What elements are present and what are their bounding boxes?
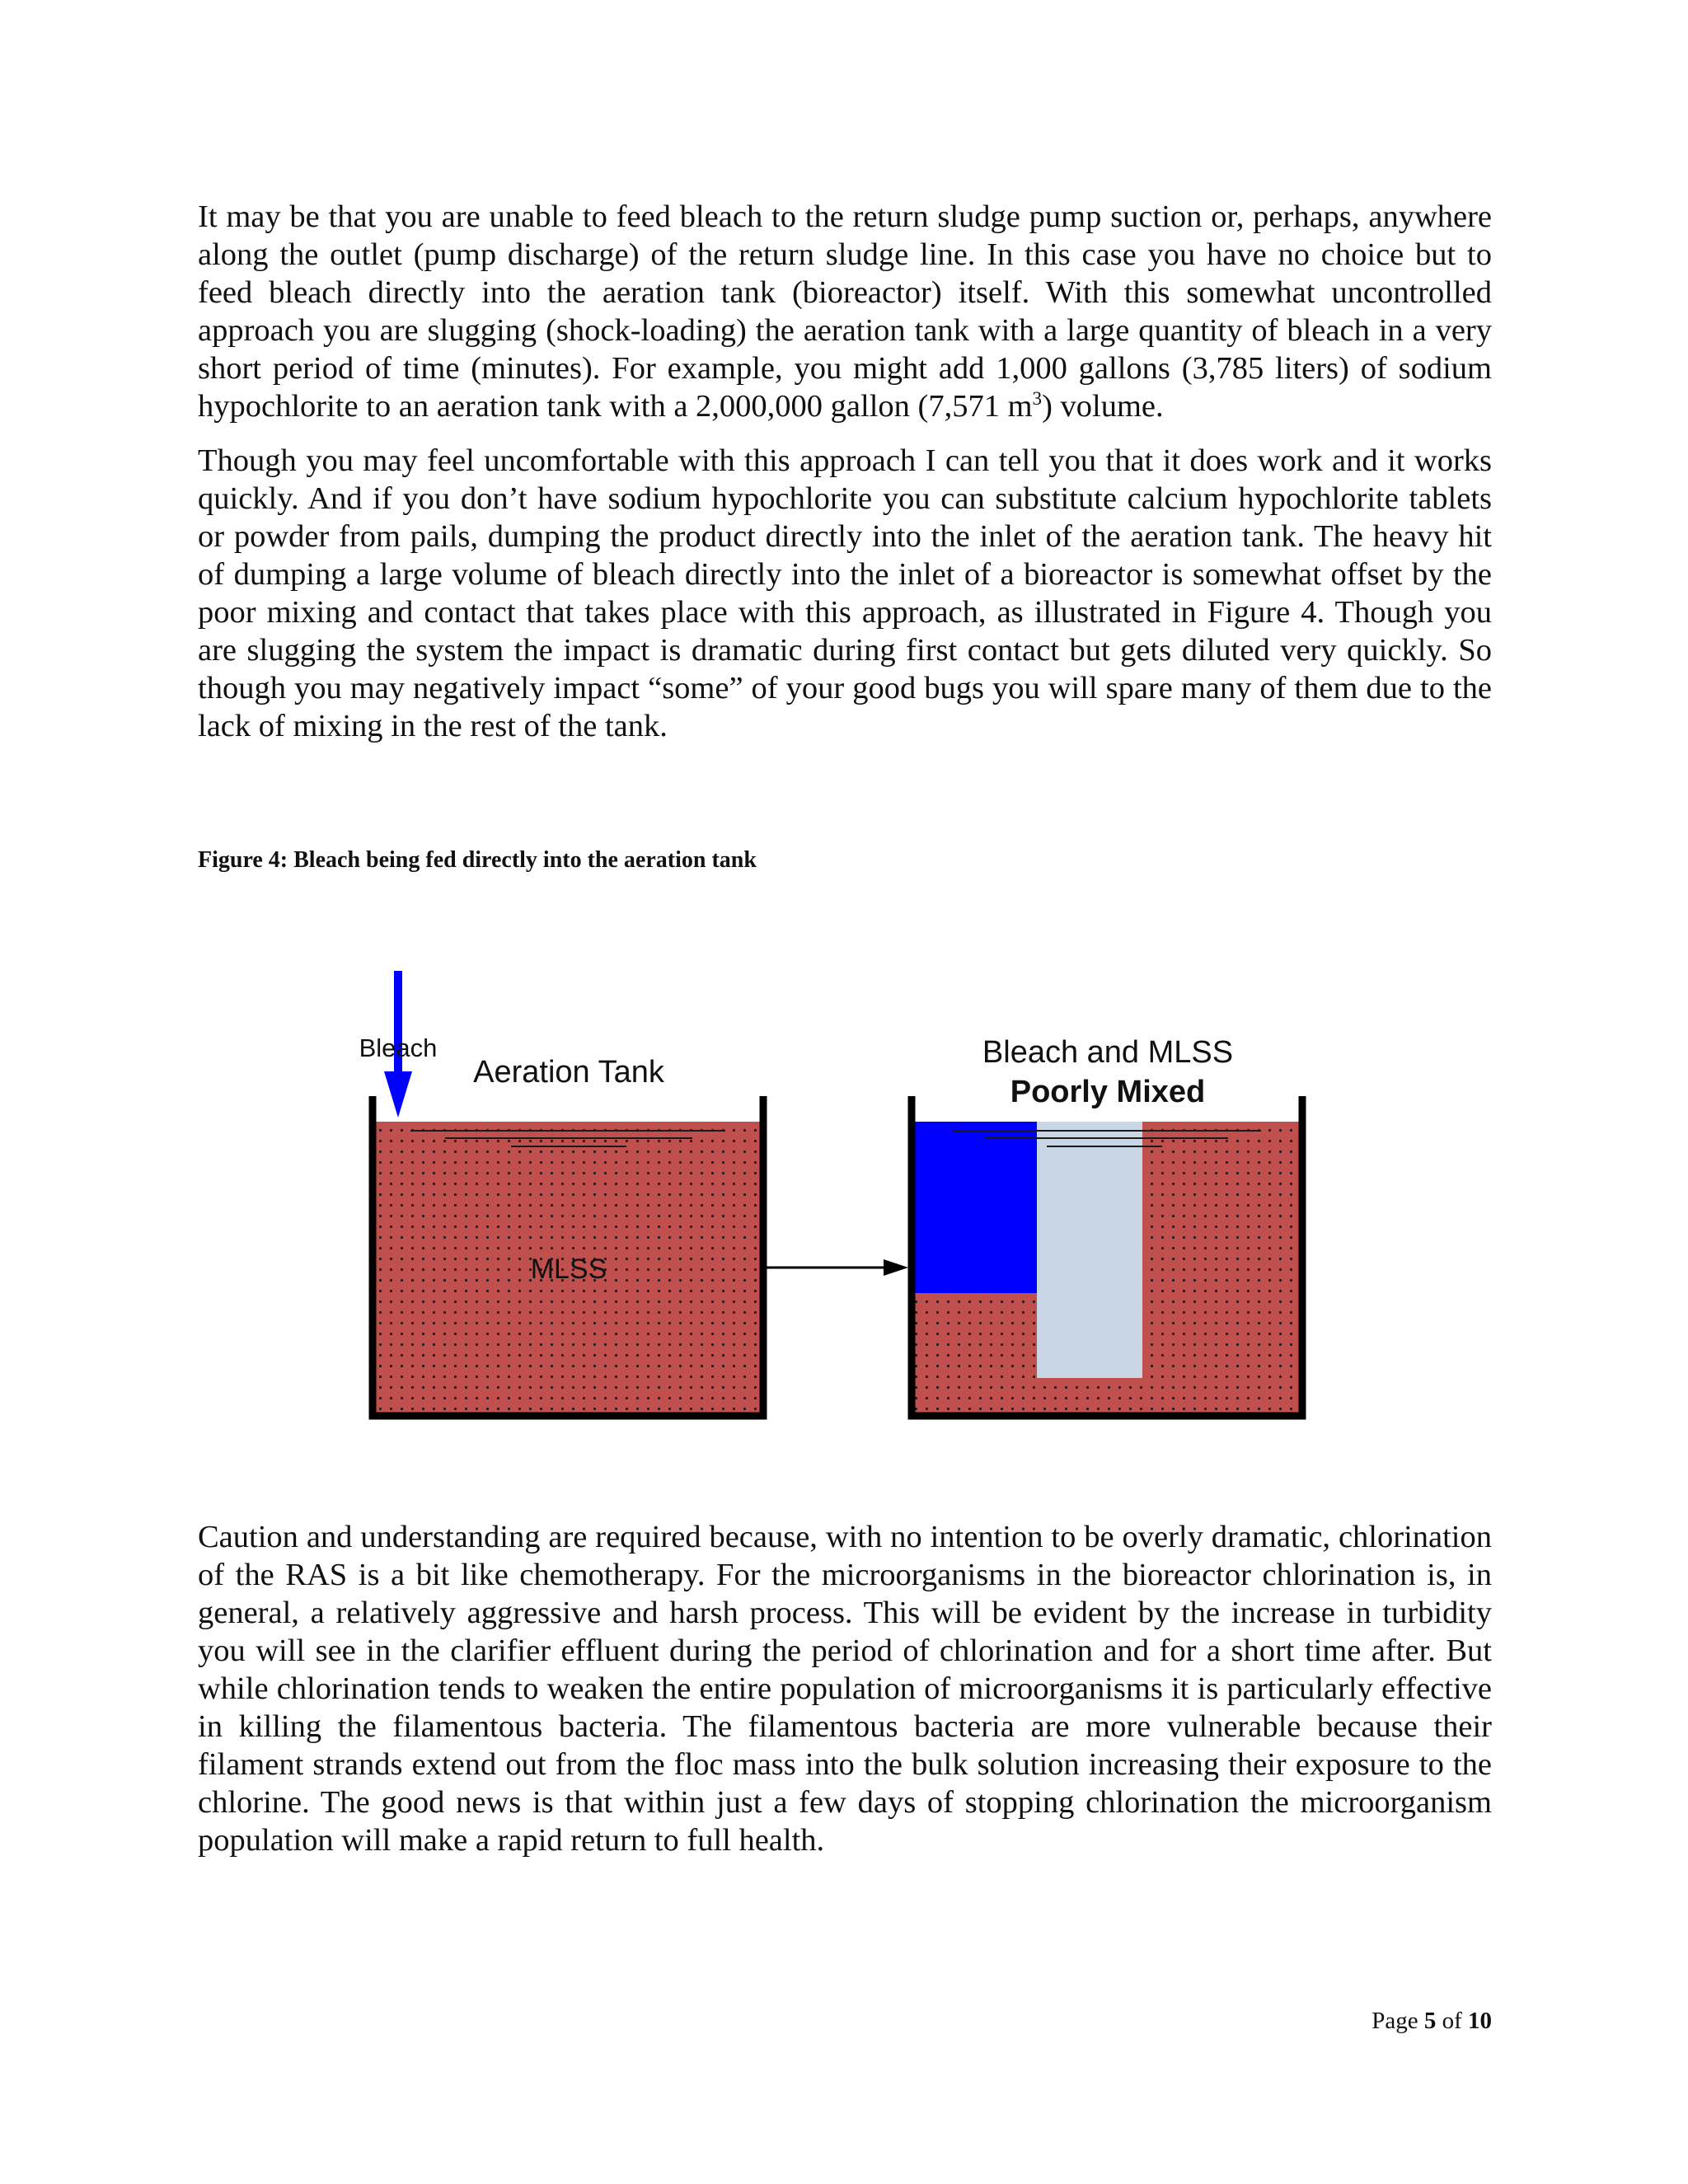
mlss-label: MLSS — [530, 1254, 607, 1285]
current-page: 5 — [1423, 2008, 1437, 2034]
total-pages: 10 — [1468, 2008, 1492, 2034]
right-label-line2: Poorly Mixed — [1010, 1075, 1206, 1109]
bleach-zone — [912, 1122, 1037, 1293]
superscript-cubed: 3 — [1032, 387, 1043, 410]
paragraph-caution: Caution and understanding are required because, with no intention to be overly dramatic, chlorination of the RAS is a bit like chemotherapy. For the microorganisms in the bioreactor chlorination is, in general, a relatively aggressive and harsh process. This will be evident by the increase in turbidity you will see in the clarifier effluent during the period of chlorination and for a short time after. But while chlorination tends to weaken the entire population of microorganisms it is particularly effective in killing the filamentous bacteria. The filamentous bacteria are more vulnerable because their filament strands extend out from the floc mass into the bulk solution increasing their exposure to the chlorine. The good news is that within just a few days of stopping chlorination the microorganism population will make a rapid return to full health. — [198, 1520, 1492, 1858]
page-prefix: Page — [1372, 2008, 1424, 2034]
diluted-zone — [1037, 1122, 1142, 1378]
bleach-label: Bleach — [359, 1033, 438, 1062]
aeration-tank-label: Aeration Tank — [473, 1055, 664, 1090]
right-aeration-tank — [912, 1096, 1302, 1416]
paragraph-text-end: ) volume. — [1042, 389, 1164, 424]
transition-arrow — [767, 1259, 908, 1276]
page-of: of — [1436, 2008, 1468, 2034]
paragraph-text: It may be that you are unable to feed bleach to the return sludge pump suction or, perhaps, anywhere along the outlet (pump discharge) of the return sludge line. In this case you have no choice but to feed bleach directly into the aeration tank (bioreactor) itself. With this somewhat uncontrolled approach you are slugging (shock-loading) the aeration tank with a large quantity of bleach in a very short period of time (minutes). For example, you might add 1,000 gallons (3,785 liters) of sodium hypochlorite to an aeration tank with a 2,000,000 gallon (7,571 m — [198, 199, 1492, 424]
paragraph-approach: Though you may feel uncomfortable with this approach I can tell you that it does work and it works quickly. And if you don’t have sodium hypochlorite you can substitute calcium hypochlorite tablets or powder from pails, dumping the product directly into the inlet of the aeration tank. The heavy hit of dumping a large volume of bleach directly into the inlet of a bioreactor is somewhat offset by the poor mixing and contact that takes place with this approach, as illustrated in Figure 4. Though you are slugging the system the impact is dramatic during first contact but gets diluted very quickly. So though you may negatively impact “some” of your good bugs you will spare many of them due to the lack of mixing in the rest of the tank. — [198, 443, 1492, 743]
right-label-line1: Bleach and MLSS — [982, 1035, 1234, 1070]
figure-caption: Figure 4: Bleach being fed directly into the aeration tank — [198, 847, 757, 873]
page-number — [1154, 2008, 1492, 2035]
